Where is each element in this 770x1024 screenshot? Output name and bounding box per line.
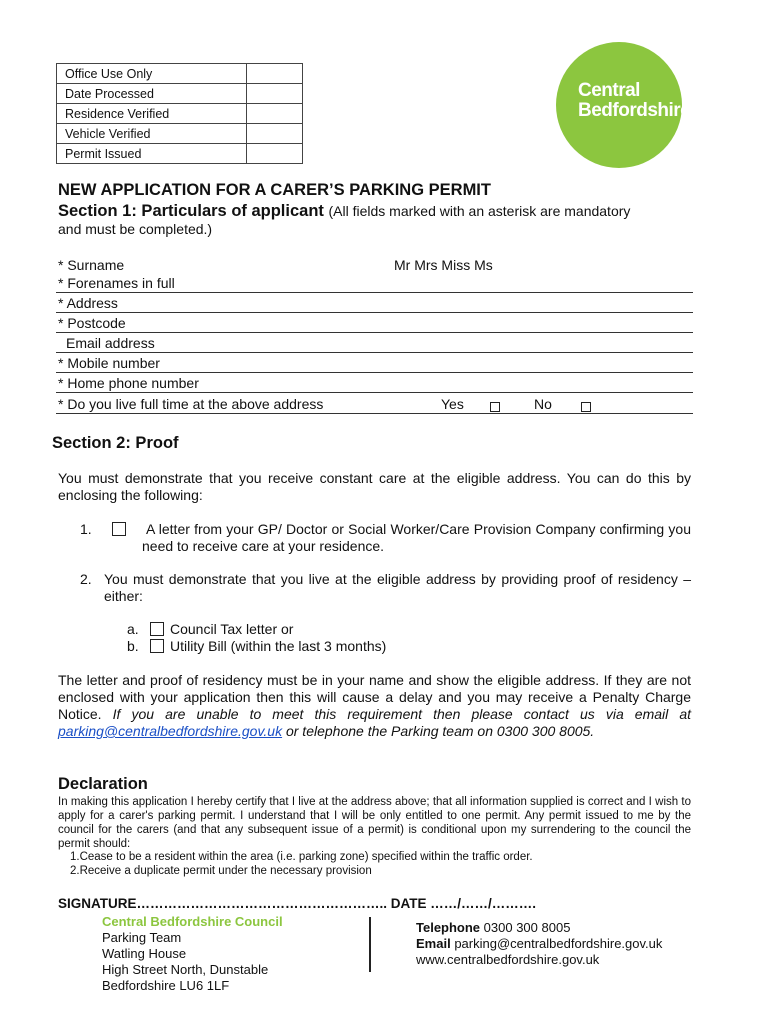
- live-full-time-label: * Do you live full time at the above address: [58, 396, 324, 412]
- telephone-label: Telephone: [416, 920, 481, 935]
- date-processed-box[interactable]: [247, 84, 303, 104]
- parking-email-link[interactable]: parking@centralbedfordshire.gov.uk: [58, 723, 283, 739]
- home-phone-row[interactable]: [56, 373, 693, 393]
- footer-address-line-1: Parking Team: [102, 930, 182, 945]
- proof-paragraph-italic-1: If you are unable to meet this requirement then please contact us via email at: [112, 706, 692, 722]
- permit-issued-box[interactable]: [247, 144, 303, 164]
- footer-divider: [369, 917, 371, 972]
- council-tax-checkbox[interactable]: [150, 621, 164, 639]
- item1-checkbox[interactable]: [112, 521, 126, 539]
- address-label: * Address: [58, 295, 118, 311]
- footer-contact: [416, 920, 662, 968]
- email-row[interactable]: [56, 333, 693, 353]
- forenames-row[interactable]: [56, 274, 693, 293]
- yes-checkbox[interactable]: [490, 398, 500, 416]
- office-use-label: Office Use Only: [57, 64, 247, 84]
- item1-text: A letter from your GP/ Doctor or Social Worker/Care Provision Company confirming you need to receive care at your residence.: [142, 521, 691, 554]
- page-title: NEW APPLICATION FOR A CARER’S PARKING PERMIT: [58, 181, 491, 199]
- telephone-value: 0300 300 8005: [483, 920, 571, 935]
- footer-address-line-3: High Street North, Dunstable: [102, 962, 269, 977]
- sub-b-text: Utility Bill (within the last 3 months): [170, 638, 387, 654]
- proof-paragraph-italic-2: or telephone the Parking team on 0300 300 8005.: [285, 723, 595, 739]
- website-link[interactable]: www.centralbedfordshire.gov.uk: [416, 952, 600, 967]
- footer-org-name: Central Bedfordshire Council: [102, 914, 283, 929]
- email-contact-value[interactable]: parking@centralbedfordshire.gov.uk: [454, 936, 663, 951]
- utility-bill-checkbox[interactable]: [150, 638, 164, 656]
- permit-issued-label: Permit Issued: [57, 144, 247, 164]
- sub-a-text: Council Tax letter or: [170, 621, 294, 637]
- forenames-label: * Forenames in full: [58, 275, 175, 291]
- declaration-heading: Declaration: [58, 775, 148, 793]
- residence-verified-box[interactable]: [247, 104, 303, 124]
- logo-line-2: Bedfordshire: [578, 100, 691, 121]
- live-full-time-row: [56, 393, 693, 414]
- mobile-label: * Mobile number: [58, 355, 160, 371]
- central-bedfordshire-logo: [556, 42, 691, 168]
- vehicle-verified-box[interactable]: [247, 124, 303, 144]
- item2-number: 2.: [80, 571, 92, 587]
- footer-address-line-2: Watling House: [102, 946, 187, 961]
- no-label: No: [534, 396, 552, 412]
- proof-paragraph-normal: The letter and proof of residency must be in your name and show the eligible address. If they are not enclosed with your application then this will cause a delay and you may receive a Penalty Charge Notice.: [58, 672, 691, 722]
- sub-a-label: a.: [127, 621, 139, 637]
- postcode-row[interactable]: [56, 313, 693, 333]
- email-label: Email address: [66, 335, 155, 351]
- declaration-text: In making this application I hereby certify that I live at the address above; that all information supplied is correct and I wish to apply for a carer's parking permit. I understand that I will be only entitled to one permit. Any permit issued to me by the council for the carers (and that any subsequent issue of a permit) is conditional upon my surrendering to the council the permit should:: [58, 796, 691, 850]
- postcode-label: * Postcode: [58, 315, 126, 331]
- proof-paragraph: [58, 672, 691, 740]
- home-phone-label: * Home phone number: [58, 375, 199, 391]
- title-options[interactable]: Mr Mrs Miss Ms: [394, 257, 493, 273]
- address-row[interactable]: [56, 293, 693, 313]
- logo-line-1: Central: [578, 80, 640, 101]
- residence-verified-label: Residence Verified: [57, 104, 247, 124]
- signature-date-line[interactable]: SIGNATURE……………………………………………….. DATE ……/……/……….: [58, 896, 537, 911]
- office-use-box[interactable]: [247, 64, 303, 84]
- section1-note: (All fields marked with an asterisk are mandatory: [328, 203, 631, 219]
- section2-intro: You must demonstrate that you receive constant care at the eligible address. You can do this by enclosing the following:: [58, 470, 691, 503]
- section2-heading: Section 2: Proof: [52, 434, 179, 452]
- item2-text: You must demonstrate that you live at the eligible address by providing proof of residency – either:: [104, 571, 691, 604]
- mobile-row[interactable]: [56, 353, 693, 373]
- sub-b-label: b.: [127, 638, 139, 654]
- item1-number: 1.: [80, 521, 92, 537]
- email-contact-label: Email: [416, 936, 451, 951]
- section1-note-cont: and must be completed.): [58, 221, 213, 237]
- section1-heading-line: [58, 202, 630, 221]
- date-processed-label: Date Processed: [57, 84, 247, 104]
- declaration-item-2: 2.Receive a duplicate permit under the necessary provision: [70, 865, 372, 877]
- declaration-item-1: 1.Cease to be a resident within the area (i.e. parking zone) specified within the traffic order.: [70, 851, 533, 863]
- surname-row[interactable]: [56, 256, 693, 274]
- office-use-table: [56, 63, 303, 164]
- no-checkbox[interactable]: [581, 398, 591, 416]
- yes-label: Yes: [441, 396, 464, 412]
- footer-address: [102, 914, 283, 994]
- vehicle-verified-label: Vehicle Verified: [57, 124, 247, 144]
- section1-heading: Section 1: Particulars of applicant: [58, 202, 324, 220]
- footer-address-line-4: Bedfordshire LU6 1LF: [102, 978, 230, 993]
- surname-label: * Surname: [58, 257, 125, 273]
